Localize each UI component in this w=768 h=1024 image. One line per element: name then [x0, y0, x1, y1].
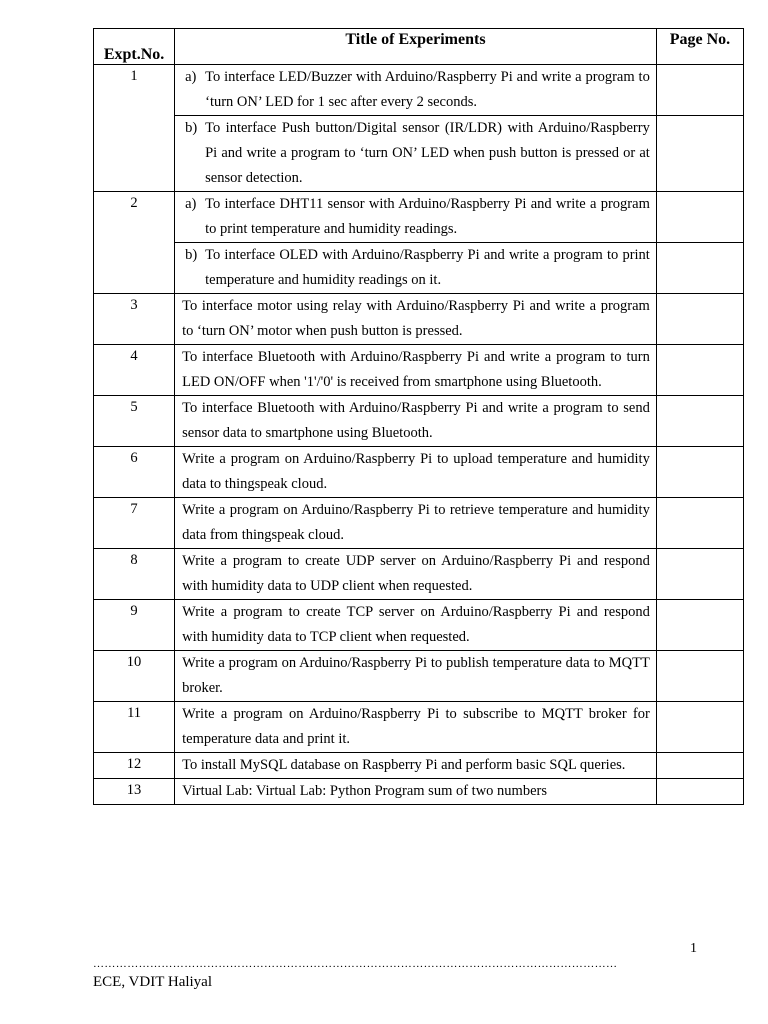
- header-page-no: Page No.: [656, 29, 743, 65]
- sub-experiment: [175, 243, 656, 293]
- page-no-cell: [656, 753, 743, 779]
- page-no-cell: [656, 65, 743, 116]
- table-row: [94, 702, 744, 753]
- page-no-cell: [656, 243, 743, 294]
- page-no-cell: [656, 549, 743, 600]
- page-no-cell: [656, 116, 743, 192]
- table-row: [94, 651, 744, 702]
- table-row: [94, 600, 744, 651]
- experiment-title: Write a program on Arduino/Raspberry Pi to retrieve temperature and humidity data from thingspeak cloud.: [175, 498, 657, 549]
- page-number: 1: [690, 941, 697, 956]
- expt-number: 5: [94, 396, 175, 447]
- expt-number: 10: [94, 651, 175, 702]
- table-row: [94, 345, 744, 396]
- experiment-title: Write a program on Arduino/Raspberry Pi to upload temperature and humidity data to thingspeak cloud.: [175, 447, 657, 498]
- experiment-title: To interface motor using relay with Arduino/Raspberry Pi and write a program to ‘turn ON’ motor when push button is pressed.: [175, 294, 657, 345]
- expt-number: 13: [94, 779, 175, 805]
- table-row: [94, 753, 744, 779]
- sub-label: a): [185, 69, 197, 85]
- table-header-row: [94, 29, 744, 65]
- expt-number: 11: [94, 702, 175, 753]
- sub-label: b): [185, 120, 198, 136]
- expt-number: 3: [94, 294, 175, 345]
- sub-text: To interface OLED with Arduino/Raspberry Pi and write a program to print temperature and humidity readings on it.: [205, 247, 650, 288]
- table-row: [94, 192, 744, 243]
- expt-number: 6: [94, 447, 175, 498]
- experiment-title: Virtual Lab: Virtual Lab: Python Program sum of two numbers: [175, 779, 657, 805]
- footer-institution: ECE, VDIT Haliyal: [93, 974, 213, 990]
- footer-dotted-rule: …………………………………………………………………………………………………………………………: [93, 958, 618, 970]
- experiment-title-cell: [175, 243, 657, 294]
- experiment-title: Write a program on Arduino/Raspberry Pi to subscribe to MQTT broker for temperature data and print it.: [175, 702, 657, 753]
- expt-number: 12: [94, 753, 175, 779]
- sub-label: a): [185, 196, 197, 212]
- expt-number: 9: [94, 600, 175, 651]
- sub-text: To interface Push button/Digital sensor (IR/LDR) with Arduino/Raspberry Pi and write a program to ‘turn ON’ LED when push button is pressed or at sensor detection.: [205, 120, 650, 186]
- table-row: [94, 549, 744, 600]
- table-row: [94, 498, 744, 549]
- table-row: [94, 396, 744, 447]
- sub-experiment: [175, 116, 656, 191]
- page-no-cell: [656, 600, 743, 651]
- sub-label: b): [185, 247, 198, 263]
- experiment-title-cell: [175, 65, 657, 116]
- experiment-title: To interface Bluetooth with Arduino/Raspberry Pi and write a program to turn LED ON/OFF when '1'/'0' is received from smartphone using Bluetooth.: [175, 345, 657, 396]
- page-no-cell: [656, 447, 743, 498]
- sub-text: To interface LED/Buzzer with Arduino/Raspberry Pi and write a program to ‘turn ON’ LED for 1 sec after every 2 seconds.: [205, 69, 650, 110]
- table-row: [94, 116, 744, 192]
- page-no-cell: [656, 294, 743, 345]
- page-no-cell: [656, 702, 743, 753]
- experiment-title: Write a program on Arduino/Raspberry Pi to publish temperature data to MQTT broker.: [175, 651, 657, 702]
- sub-text: To interface DHT11 sensor with Arduino/Raspberry Pi and write a program to print temperature and humidity readings.: [205, 196, 650, 237]
- header-title: Title of Experiments: [175, 29, 657, 65]
- table-row: [94, 65, 744, 116]
- expt-number: 8: [94, 549, 175, 600]
- experiment-title-cell: [175, 192, 657, 243]
- expt-number: 2: [94, 192, 175, 294]
- experiment-title: Write a program to create TCP server on Arduino/Raspberry Pi and respond with humidity data to TCP client when requested.: [175, 600, 657, 651]
- page-no-cell: [656, 651, 743, 702]
- experiment-title: To install MySQL database on Raspberry Pi and perform basic SQL queries.: [175, 753, 657, 779]
- experiment-title: To interface Bluetooth with Arduino/Raspberry Pi and write a program to send sensor data to smartphone using Bluetooth.: [175, 396, 657, 447]
- header-expt-no: Expt.No.: [94, 29, 175, 65]
- page-no-cell: [656, 498, 743, 549]
- table-row: [94, 294, 744, 345]
- expt-number: 4: [94, 345, 175, 396]
- sub-experiment: [175, 65, 656, 115]
- page-no-cell: [656, 396, 743, 447]
- page-no-cell: [656, 192, 743, 243]
- experiment-title-cell: [175, 116, 657, 192]
- page-no-cell: [656, 779, 743, 805]
- page-no-cell: [656, 345, 743, 396]
- expt-number: 7: [94, 498, 175, 549]
- expt-number: 1: [94, 65, 175, 192]
- table-row: [94, 779, 744, 805]
- experiments-table: [93, 28, 744, 805]
- table-row: [94, 243, 744, 294]
- experiment-title: Write a program to create UDP server on Arduino/Raspberry Pi and respond with humidity data to UDP client when requested.: [175, 549, 657, 600]
- table-row: [94, 447, 744, 498]
- sub-experiment: [175, 192, 656, 242]
